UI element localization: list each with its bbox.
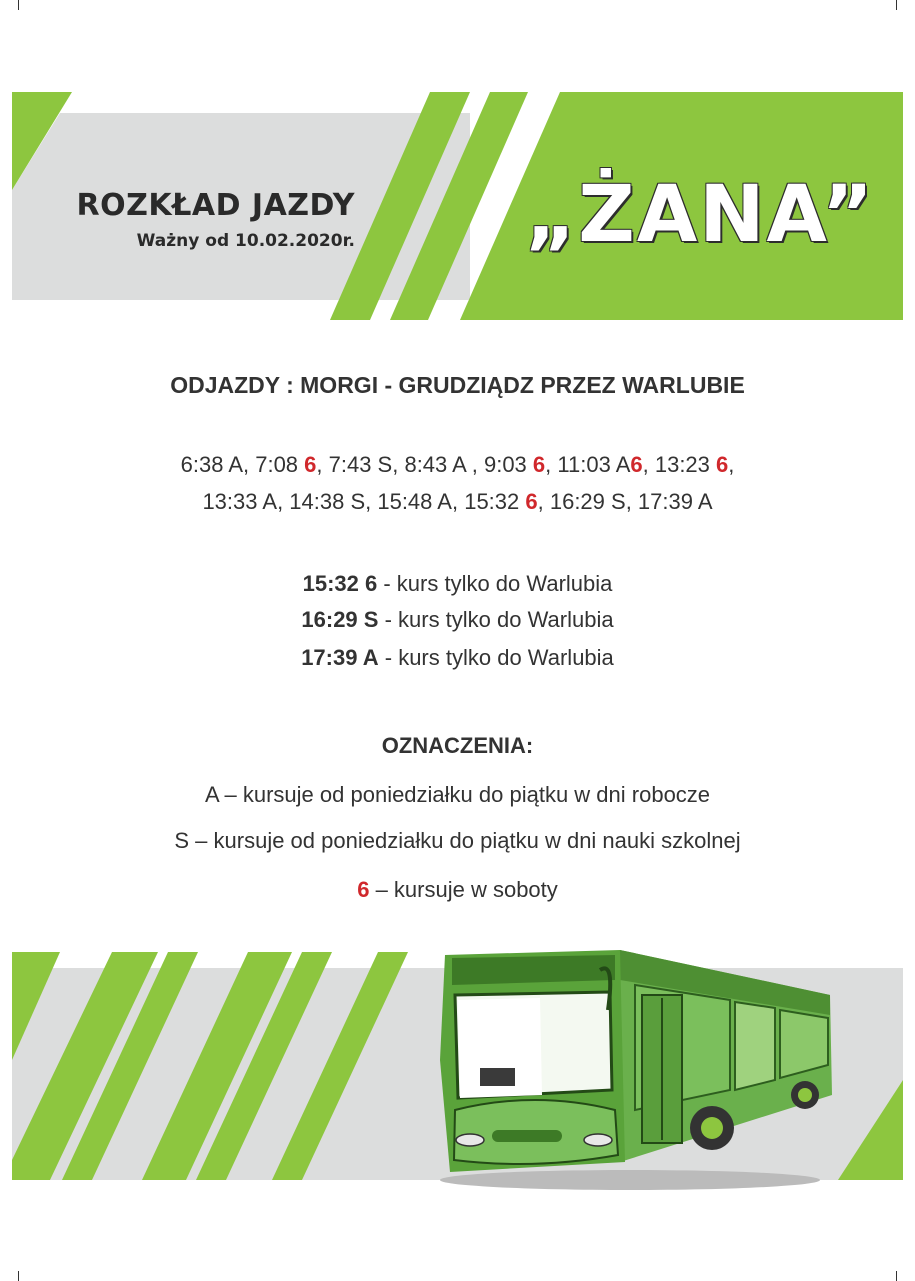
departure-time: 13:33 A, 14:38 S, 15:48 A, 15:32 xyxy=(202,489,526,514)
legend-item xyxy=(0,877,915,903)
header-valid-from: Ważny od 10.02.2020r. xyxy=(136,231,355,251)
header-title: ROZKŁAD JAZDY xyxy=(76,188,355,223)
legend-item xyxy=(0,782,915,808)
legend-code: S xyxy=(174,828,190,853)
departure-mark: 6 xyxy=(630,452,643,477)
bus-illustration xyxy=(430,940,840,1195)
brand-name: „ŻANA” xyxy=(525,170,875,260)
legend-text: – kursuje od poniedziałku do piątku w dni robocze xyxy=(218,782,711,807)
departure-time: , xyxy=(728,452,735,477)
legend-code: 6 xyxy=(357,877,370,902)
note-line xyxy=(0,607,915,633)
note-text: - kurs tylko do Warlubia xyxy=(378,607,614,632)
legend-code: A xyxy=(204,782,219,807)
crop-mark xyxy=(896,1271,897,1281)
note-course: 17:39 A xyxy=(301,645,379,670)
departure-time: 6:38 A, 7:08 xyxy=(180,452,305,477)
note-text: - kurs tylko do Warlubia xyxy=(377,571,613,596)
legend-title: OZNACZENIA: xyxy=(381,733,534,758)
departure-mark: 6 xyxy=(716,452,729,477)
note-line xyxy=(0,571,915,597)
note-line xyxy=(0,645,915,671)
departure-time: , 11:03 A xyxy=(545,452,631,477)
departures-line-1 xyxy=(0,452,915,478)
departure-time: , 13:23 xyxy=(642,452,717,477)
note-course: 16:29 S xyxy=(301,607,379,632)
departure-time: , 7:43 S, 8:43 A , 9:03 xyxy=(316,452,533,477)
route-title: ODJAZDY : MORGI - GRUDZIĄDZ PRZEZ WARLUBIE xyxy=(170,372,745,398)
departure-mark: 6 xyxy=(525,489,538,514)
legend-item xyxy=(0,828,915,854)
departure-mark: 6 xyxy=(304,452,317,477)
crop-mark xyxy=(18,1271,19,1281)
departure-mark: 6 xyxy=(532,452,546,477)
note-text: - kurs tylko do Warlubia xyxy=(378,645,614,670)
note-course: 15:32 6 xyxy=(302,571,378,596)
legend-text: – kursuje w soboty xyxy=(369,877,558,902)
legend-text: – kursuje od poniedziałku do piątku w dni nauki szkolnej xyxy=(189,828,741,853)
departures-line-2 xyxy=(0,489,915,515)
departure-time: , 16:29 S, 17:39 A xyxy=(537,489,713,514)
